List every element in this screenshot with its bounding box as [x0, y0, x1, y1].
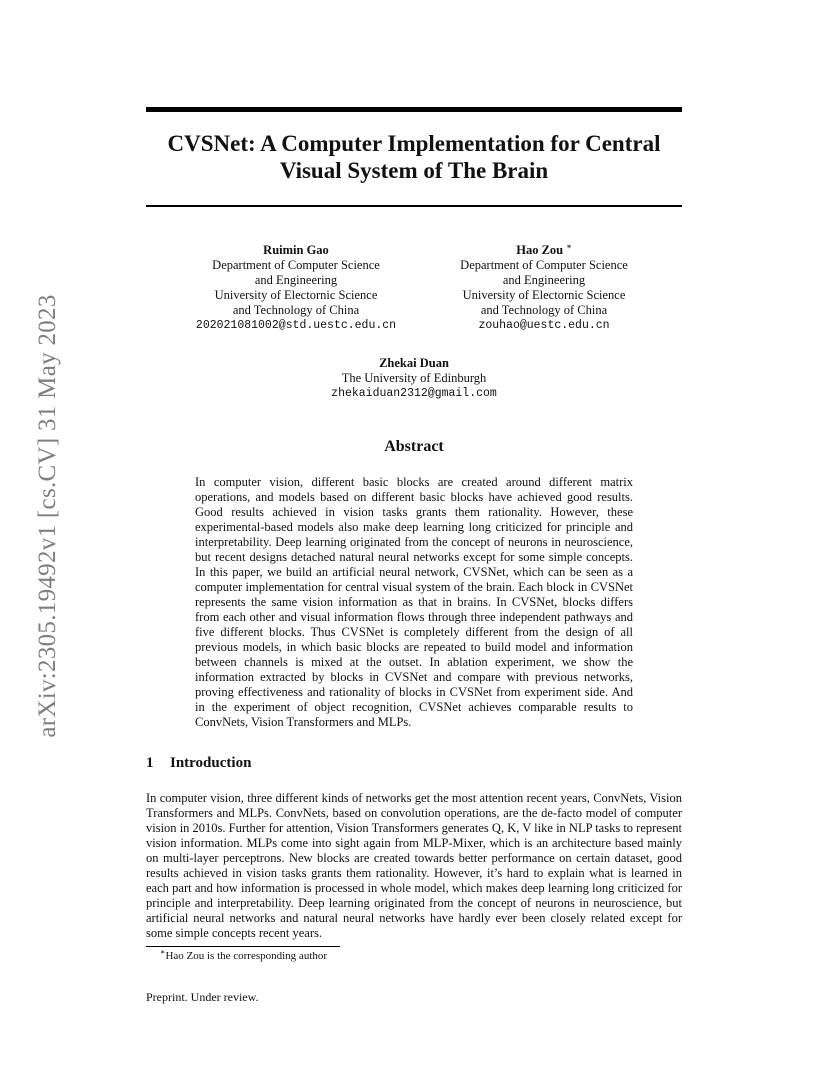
affiliation-line: The University of Edinburgh [341, 371, 487, 385]
abstract-heading: Abstract [384, 438, 444, 455]
author-name: Ruimin Gao [263, 243, 329, 257]
section-title: Introduction [170, 755, 252, 771]
affiliation-line: Department of Computer Science [212, 258, 380, 272]
author-block-2 [414, 243, 674, 333]
affiliation-line: and Technology of China [232, 303, 360, 317]
footnote-marker: ∗ [160, 947, 166, 957]
title-top-rule [146, 107, 682, 112]
affiliation-line: and Engineering [502, 273, 586, 287]
affiliation-line: Department of Computer Science [460, 258, 628, 272]
author-email[interactable]: zouhao@uestc.edu.cn [478, 319, 610, 332]
author-email[interactable]: zhekaiduan2312@gmail.com [331, 387, 497, 400]
corresponding-marker: ∗ [566, 241, 572, 251]
author-name: Hao Zou ∗ [516, 241, 572, 257]
introduction-text: In computer vision, three different kinds of networks get the most attention recent years, ConvNets, Vision Transformers and MLPs. ConvNets, based on convolution operations, are the de-facto model of computer vision in 2010s. Further for attention, Vision Transformers generates Q, K, V like in NLP tasks to represent vision information. MLPs come into sight again from MLP-Mixer, which is an architecture based mainly on multi-layer perceptrons. New blocks are created towards better performance on certain dataset, good results achieved in vision tasks grants them rationality. However, it’s hard to explain what is learned in each part and how information is processed in whole model, which makes deep learning long criticized for principle and interpretability. Deep learning originated from the concept of neurons in neuroscience, but artificial neural networks and natural neural networks have hardly ever been closely related except for some simple concepts recent years. [146, 791, 682, 940]
section-number: 1 [146, 755, 154, 771]
title-bottom-rule [146, 205, 682, 207]
arxiv-identifier: arXiv:2305.19492v1 [cs.CV] 31 May 2023 [34, 294, 61, 738]
author-name: Zhekai Duan [379, 356, 449, 370]
affiliation-line: and Technology of China [480, 303, 608, 317]
author-email[interactable]: 202021081002@std.uestc.edu.cn [195, 319, 397, 332]
author-block-1 [166, 243, 426, 333]
footnote-rule [146, 946, 340, 947]
affiliation-line: University of Electornic Science [214, 288, 378, 302]
section-heading [146, 755, 251, 772]
author-block-3 [284, 356, 544, 401]
paper-title: CVSNet: A Computer Implementation for Central Visual System of The Brain [167, 131, 661, 183]
affiliation-line: and Engineering [254, 273, 338, 287]
footnote [160, 947, 328, 962]
footnote-text: Hao Zou is the corresponding author [165, 950, 328, 962]
abstract-text: In computer vision, different basic blocks are created around different matrix operations, and models based on different basic blocks have achieved good results. Good results achieved in vision tasks grants them rationality. However, these experimental-based models also make deep learning long criticized for principle and interpretability. Deep learning originated from the concept of neurons in neuroscience, but recent designs detached natural neural networks except for some simple concepts. In this paper, we build an artificial neural network, CVSNet, which can be seen as a computer implementation for central visual system of the brain. Each block in CVSNet represents the same vision information as that in brains. In CVSNet, blocks differs from each other and visual information flows through three independent pathways and five different blocks. Thus CVSNet is completely different from the design of all previous models, in which basic blocks are repeated to build model and information between channels is mixed at the outset. In ablation experiment, we show the information extracted by blocks in CVSNet and compare with previous networks, proving effectiveness and rationality of blocks in CVSNet from experiment side. And in the experiment of object recognition, CVSNet achieves comparable results to ConvNets, Vision Transformers and MLPs. [195, 475, 633, 729]
preprint-notice: Preprint. Under review. [146, 990, 259, 1004]
affiliation-line: University of Electornic Science [462, 288, 626, 302]
